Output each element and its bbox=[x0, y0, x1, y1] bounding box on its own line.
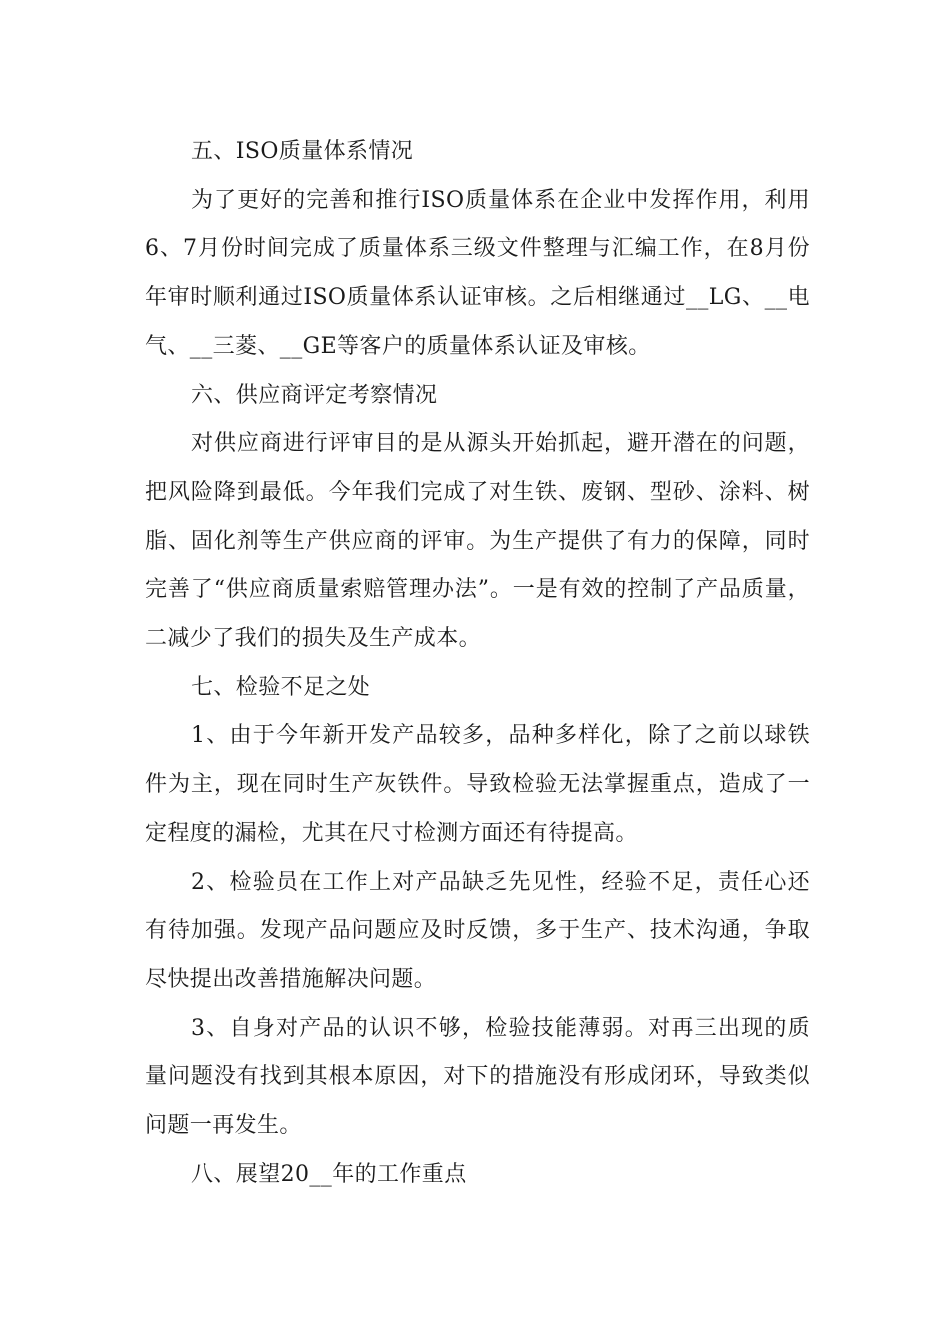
section-heading-shortcomings: 七、检验不足之处 bbox=[191, 674, 371, 700]
document-body bbox=[145, 128, 810, 1199]
paragraph-shortcoming-2: 2、检验员在工作上对产品缺乏先见性，经验不足，责任心还有待加强。发现产品问题应及时反馈，多于生产、技术沟通，争取尽快提出改善措施解决问题。 bbox=[145, 869, 810, 992]
paragraph-shortcoming-3: 3、自身对产品的认识不够，检验技能薄弱。对再三出现的质量问题没有找到其根本原因，对下的措施没有形成闭环，导致类似问题一再发生。 bbox=[145, 1015, 810, 1139]
section-heading-outlook: 八、展望20__年的工作重点 bbox=[191, 1161, 467, 1187]
paragraph-iso: 为了更好的完善和推行ISO质量体系在企业中发挥作用，利用6、7月份时间完成了质量体系三级文件整理与汇编工作，在8月份年审时顺利通过ISO质量体系认证审核。之后相继通过__LG、__电气、__三菱、__GE等客户的质量体系认证及审核。 bbox=[145, 187, 810, 359]
paragraph-supplier: 对供应商进行评审目的是从源头开始抓起，避开潜在的问题，把风险降到最低。今年我们完成了对生铁、废钢、型砂、涂料、树脂、固化剂等生产供应商的评审。为生产提供了有力的保障，同时完善了“供应商质量索赔管理办法”。一是有效的控制了产品质量，二减少了我们的损失及生产成本。 bbox=[145, 431, 810, 652]
section-heading-supplier: 六、供应商评定考察情况 bbox=[191, 382, 438, 408]
paragraph-shortcoming-1: 1、由于今年新开发产品较多，品种多样化，除了之前以球铁件为主，现在同时生产灰铁件。导致检验无法掌握重点，造成了一定程度的漏检，尤其在尺寸检测方面还有待提高。 bbox=[145, 723, 810, 846]
section-heading-iso: 五、ISO质量体系情况 bbox=[191, 139, 414, 164]
